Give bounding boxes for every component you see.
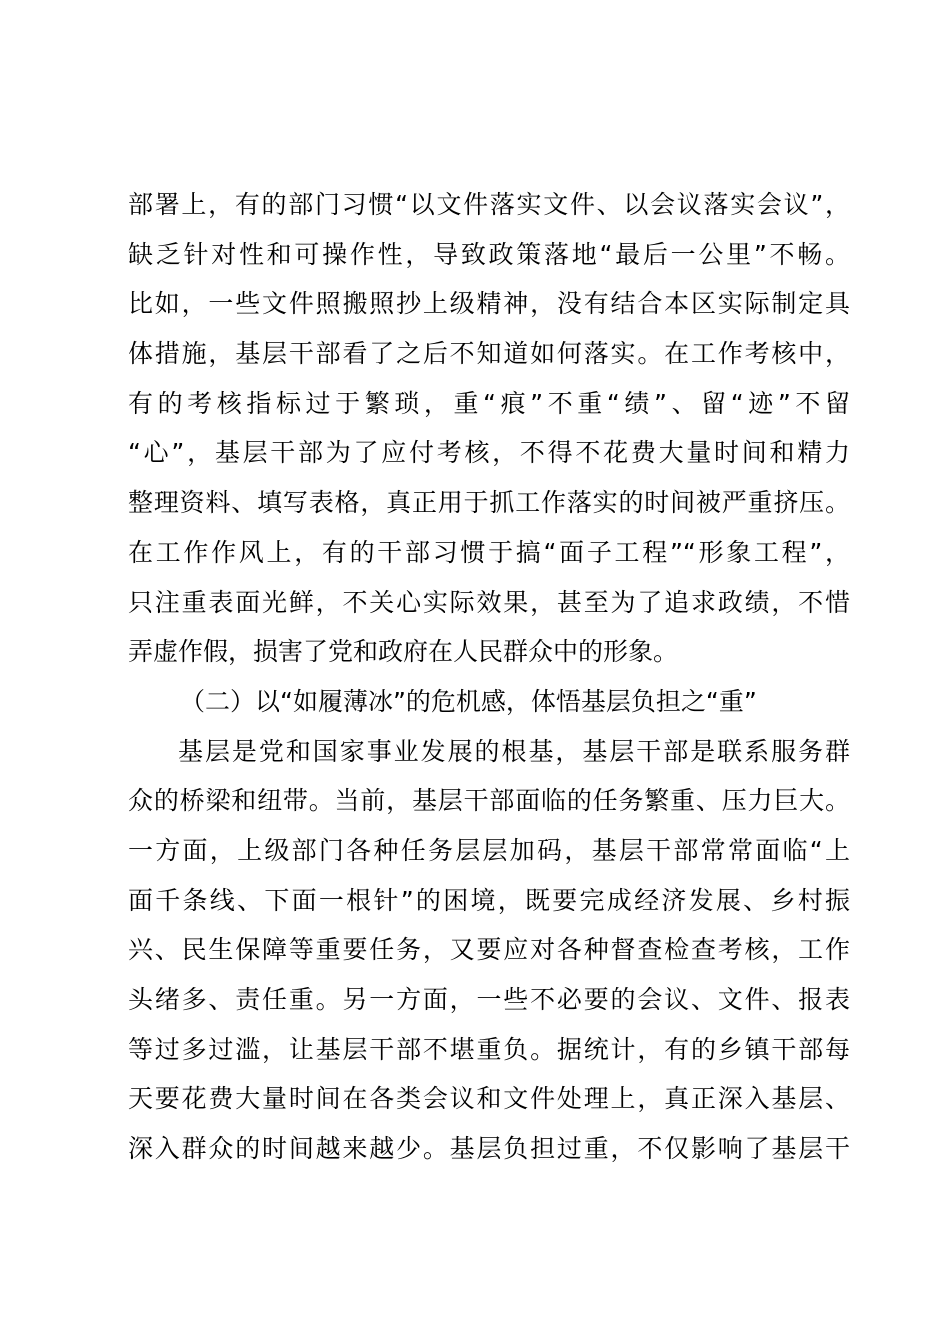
text-line: 体措施，基层干部看了之后不知道如何落实。在工作考核中，	[128, 339, 850, 369]
paragraph-1	[128, 180, 850, 677]
text-line-last: 弄虚作假，损害了党和政府在人民群众中的形象。	[128, 637, 679, 667]
text-line: 一方面，上级部门各种任务层层加码，基层干部常常面临“上	[128, 835, 850, 865]
text-line: 比如，一些文件照搬照抄上级精神，没有结合本区实际制定具	[128, 289, 850, 319]
text-line-first: 基层是党和国家事业发展的根基，基层干部是联系服务群	[178, 736, 850, 766]
text-line: 在工作作风上，有的干部习惯于搞“面子工程”“形象工程”，	[128, 537, 850, 567]
text-line: 只注重表面光鲜，不关心实际效果，甚至为了追求政绩，不惜	[128, 587, 850, 617]
text-line: 头绪多、责任重。另一方面，一些不必要的会议、文件、报表	[128, 985, 850, 1014]
text-line: 有的考核指标过于繁琐，重“痕”不重“绩”、留“迹”不留	[128, 388, 850, 418]
text-line: 面千条线、下面一根针”的困境，既要完成经济发展、乡村振	[128, 885, 850, 915]
section-heading: （二）以“如履薄冰”的危机感，体悟基层负担之“重”	[180, 686, 757, 716]
text-line: 兴、民生保障等重要任务，又要应对各种督查检查考核，工作	[128, 935, 850, 965]
text-line: 部署上，有的部门习惯“以文件落实文件、以会议落实会议”，	[128, 190, 850, 219]
text-line: 众的桥梁和纽带。当前，基层干部面临的任务繁重、压力巨大。	[128, 786, 850, 816]
text-line: 天要花费大量时间在各类会议和文件处理上，真正深入基层、	[128, 1084, 850, 1114]
text-line: 等过多过滥，让基层干部不堪重负。据统计，有的乡镇干部每	[128, 1034, 850, 1064]
text-line: “心”，基层干部为了应付考核，不得不花费大量时间和精力	[128, 438, 850, 468]
text-line: 深入群众的时间越来越少。基层负担过重，不仅影响了基层干	[128, 1134, 850, 1164]
document-body	[128, 180, 850, 1174]
text-line: 缺乏针对性和可操作性，导致政策落地“最后一公里”不畅。	[128, 239, 850, 269]
paragraph-2	[128, 727, 850, 1174]
text-line: 整理资料、填写表格，真正用于抓工作落实的时间被严重挤压。	[128, 488, 850, 518]
